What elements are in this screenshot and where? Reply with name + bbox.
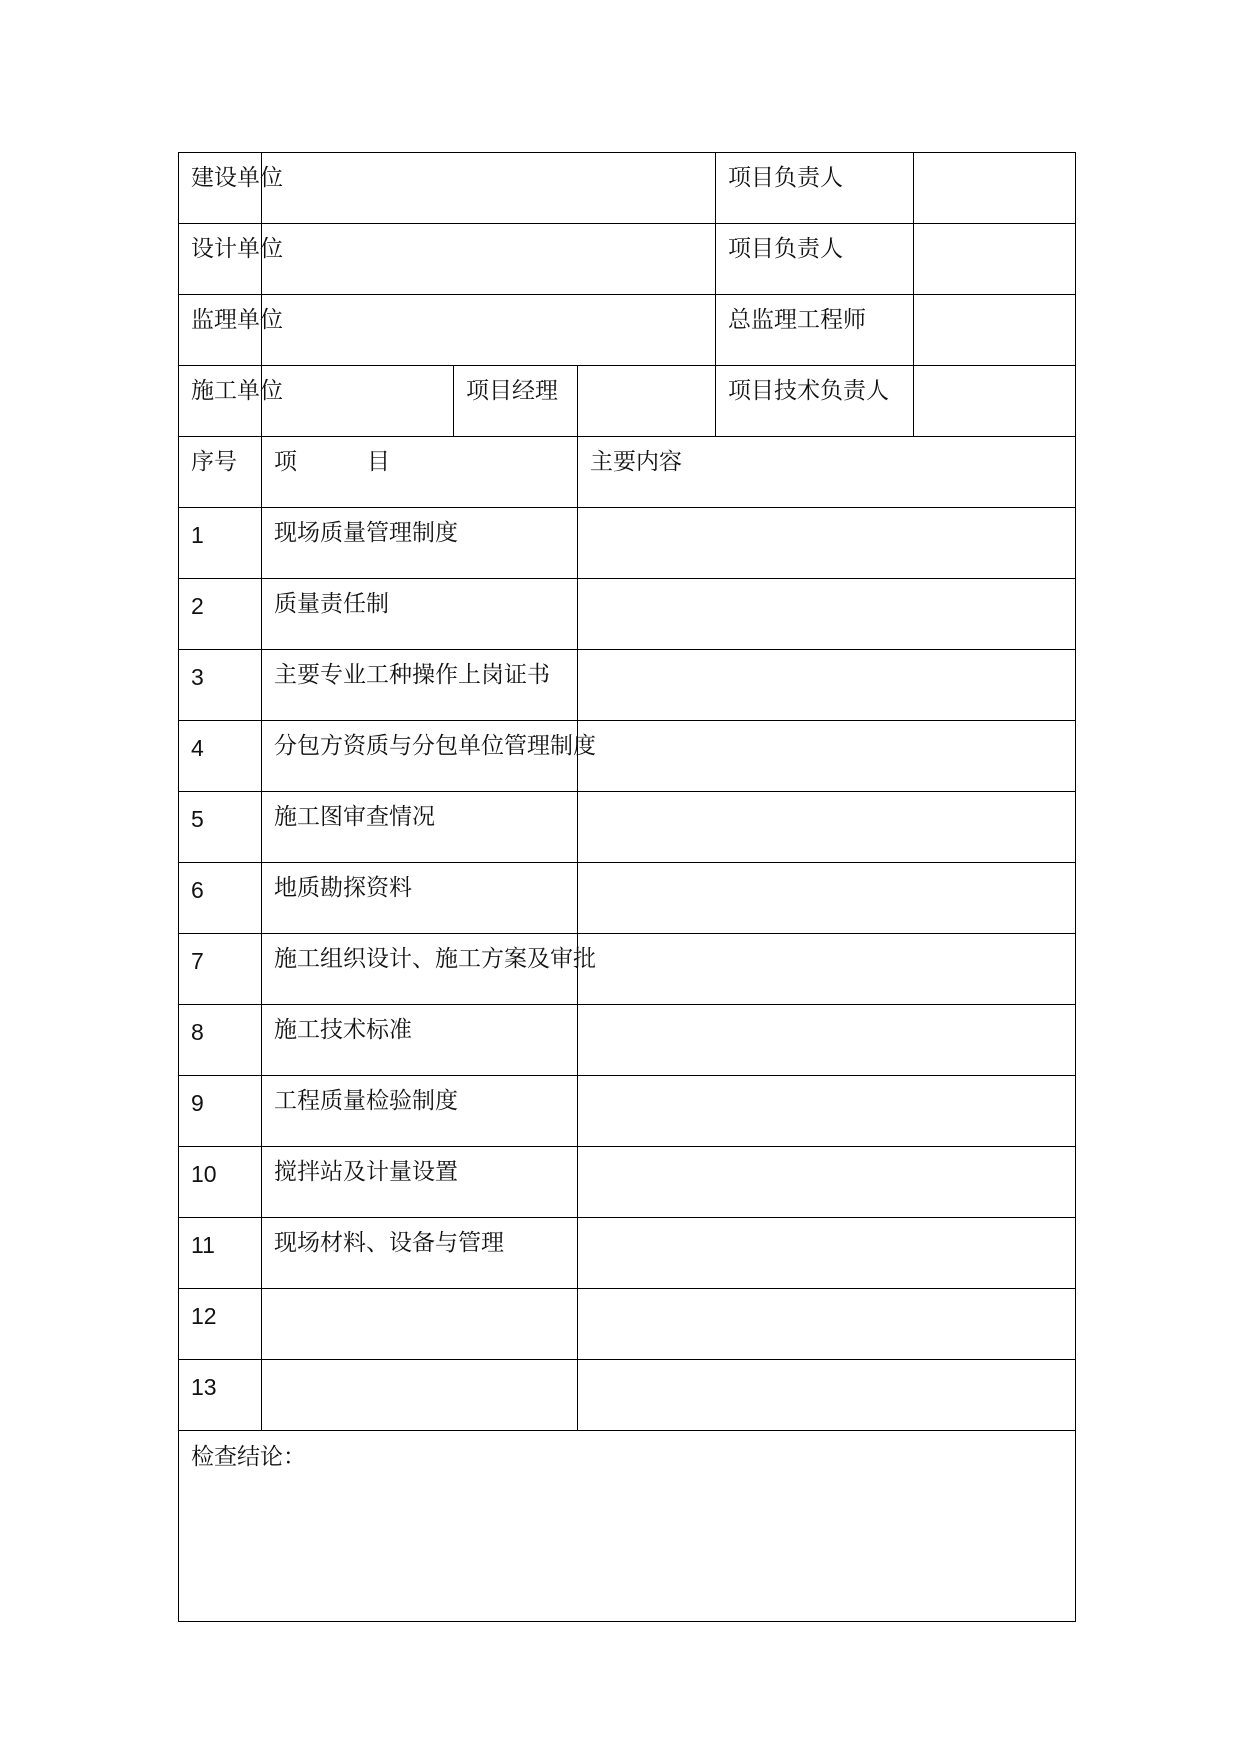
conclusion-label: 检查结论： [191, 1444, 306, 1470]
table-row [179, 508, 1076, 579]
column-header-content: 主要内容 [578, 437, 1076, 508]
supervision-unit-row [179, 295, 1076, 366]
table-row [179, 863, 1076, 934]
technical-lead-label: 项目技术负责人 [716, 366, 914, 437]
table-row [179, 934, 1076, 1005]
contractor-unit-row [179, 366, 1076, 437]
row-content-field[interactable] [578, 1076, 1076, 1147]
row-number: 12 [179, 1289, 262, 1360]
technical-lead-field[interactable] [914, 366, 1076, 437]
row-content-field[interactable] [578, 1005, 1076, 1076]
conclusion-row [179, 1431, 1076, 1622]
construction-unit-label: 建设单位 [179, 153, 262, 224]
design-unit-row [179, 224, 1076, 295]
row-item-field[interactable] [262, 1360, 578, 1431]
design-unit-lead-label: 项目负责人 [716, 224, 914, 295]
row-content-field[interactable] [578, 792, 1076, 863]
design-unit-lead-field[interactable] [914, 224, 1076, 295]
contractor-unit-label: 施工单位 [179, 366, 262, 437]
table-row [179, 579, 1076, 650]
project-manager-label: 项目经理 [454, 366, 578, 437]
table-row [179, 1147, 1076, 1218]
row-item: 搅拌站及计量设置 [262, 1147, 578, 1218]
table-row [179, 650, 1076, 721]
row-number: 11 [179, 1218, 262, 1289]
row-number: 5 [179, 792, 262, 863]
row-item: 现场质量管理制度 [262, 508, 578, 579]
row-item: 施工组织设计、施工方案及审批 [262, 934, 578, 1005]
row-item: 分包方资质与分包单位管理制度 [262, 721, 578, 792]
row-number: 2 [179, 579, 262, 650]
design-unit-field[interactable] [262, 224, 716, 295]
row-number: 6 [179, 863, 262, 934]
construction-unit-lead-field[interactable] [914, 153, 1076, 224]
quality-inspection-form [178, 152, 1076, 1622]
column-header-row [179, 437, 1076, 508]
row-number: 9 [179, 1076, 262, 1147]
column-header-no: 序号 [179, 437, 262, 508]
conclusion-field[interactable] [179, 1431, 1076, 1622]
chief-supervisor-label: 总监理工程师 [716, 295, 914, 366]
row-content-field[interactable] [578, 508, 1076, 579]
row-item: 地质勘探资料 [262, 863, 578, 934]
row-content-field[interactable] [578, 1218, 1076, 1289]
row-content-field[interactable] [578, 650, 1076, 721]
row-item: 施工技术标准 [262, 1005, 578, 1076]
table-row [179, 1289, 1076, 1360]
row-content-field[interactable] [578, 863, 1076, 934]
row-item: 工程质量检验制度 [262, 1076, 578, 1147]
row-content-field[interactable] [578, 1289, 1076, 1360]
row-content-field[interactable] [578, 934, 1076, 1005]
design-unit-label: 设计单位 [179, 224, 262, 295]
row-number: 1 [179, 508, 262, 579]
row-number: 13 [179, 1360, 262, 1431]
row-number: 4 [179, 721, 262, 792]
table-row [179, 721, 1076, 792]
table-row [179, 1218, 1076, 1289]
chief-supervisor-field[interactable] [914, 295, 1076, 366]
table-row [179, 1005, 1076, 1076]
row-item: 施工图审查情况 [262, 792, 578, 863]
row-item: 质量责任制 [262, 579, 578, 650]
column-header-item-char-2: 目 [367, 449, 390, 475]
row-content-field[interactable] [578, 579, 1076, 650]
construction-unit-row [179, 153, 1076, 224]
row-item: 主要专业工种操作上岗证书 [262, 650, 578, 721]
row-item-field[interactable] [262, 1289, 578, 1360]
row-content-field[interactable] [578, 1360, 1076, 1431]
row-number: 10 [179, 1147, 262, 1218]
row-content-field[interactable] [578, 1147, 1076, 1218]
contractor-unit-field[interactable] [262, 366, 454, 437]
supervision-unit-field[interactable] [262, 295, 716, 366]
row-item: 现场材料、设备与管理 [262, 1218, 578, 1289]
column-header-item-char-1: 项 [274, 449, 297, 475]
table-row [179, 1360, 1076, 1431]
row-number: 7 [179, 934, 262, 1005]
row-number: 8 [179, 1005, 262, 1076]
table-row [179, 792, 1076, 863]
supervision-unit-label: 监理单位 [179, 295, 262, 366]
project-manager-field[interactable] [578, 366, 716, 437]
column-header-item [262, 437, 578, 508]
table-row [179, 1076, 1076, 1147]
row-number: 3 [179, 650, 262, 721]
row-content-field[interactable] [578, 721, 1076, 792]
construction-unit-field[interactable] [262, 153, 716, 224]
construction-unit-lead-label: 项目负责人 [716, 153, 914, 224]
